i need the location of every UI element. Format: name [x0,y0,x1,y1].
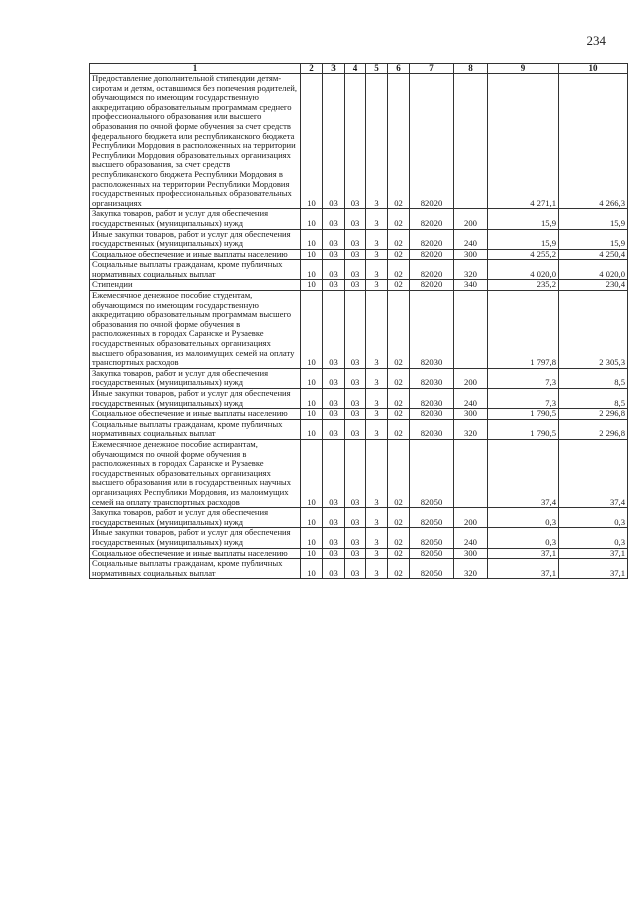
code-cell: 03 [323,74,345,209]
code-cell: 3 [366,280,388,291]
code-cell: 03 [345,74,366,209]
amount-cell: 7,3 [488,368,559,388]
code-cell: 82030 [410,389,454,409]
code-cell: 82030 [410,419,454,439]
amount-cell: 0,3 [488,508,559,528]
code-cell: 82030 [410,368,454,388]
table-row [90,368,628,388]
table-row [90,439,628,507]
row-description: Социальное обеспечение и иные выплаты населению [90,409,301,420]
amount-cell: 15,9 [559,229,628,249]
code-cell: 3 [366,209,388,229]
row-description: Иные закупки товаров, работ и услуг для обеспечения государственных (муниципальных) нужд [90,389,301,409]
header-row [90,64,628,74]
header-cell: 5 [366,64,388,74]
code-cell: 03 [345,291,366,369]
row-description: Закупка товаров, работ и услуг для обеспечения государственных (муниципальных) нужд [90,368,301,388]
code-cell: 240 [454,389,488,409]
code-cell: 200 [454,368,488,388]
amount-cell: 4 020,0 [559,260,628,280]
code-cell: 03 [323,439,345,507]
code-cell: 82050 [410,508,454,528]
code-cell [454,291,488,369]
code-cell: 10 [301,439,323,507]
code-cell: 82020 [410,260,454,280]
table-row [90,291,628,369]
amount-cell: 4 266,3 [559,74,628,209]
code-cell: 340 [454,280,488,291]
code-cell: 82020 [410,229,454,249]
code-cell [454,74,488,209]
amount-cell: 7,3 [488,389,559,409]
code-cell: 82020 [410,280,454,291]
header-cell: 9 [488,64,559,74]
code-cell: 3 [366,508,388,528]
code-cell: 02 [388,528,410,548]
table-body [90,74,628,579]
code-cell: 82020 [410,249,454,260]
code-cell: 03 [345,548,366,559]
amount-cell: 4 020,0 [488,260,559,280]
code-cell: 02 [388,409,410,420]
code-cell [454,439,488,507]
row-description: Стипендии [90,280,301,291]
code-cell: 03 [345,439,366,507]
code-cell: 02 [388,439,410,507]
code-cell: 10 [301,260,323,280]
code-cell: 02 [388,559,410,579]
code-cell: 03 [323,559,345,579]
code-cell: 02 [388,209,410,229]
header-cell: 4 [345,64,366,74]
code-cell: 03 [345,389,366,409]
row-description: Социальное обеспечение и иные выплаты населению [90,249,301,260]
amount-cell: 235,2 [488,280,559,291]
code-cell: 03 [345,260,366,280]
amount-cell: 15,9 [488,229,559,249]
code-cell: 200 [454,209,488,229]
amount-cell: 8,5 [559,368,628,388]
budget-table [89,63,628,579]
code-cell: 10 [301,209,323,229]
code-cell: 03 [345,409,366,420]
code-cell: 3 [366,439,388,507]
code-cell: 02 [388,249,410,260]
code-cell: 03 [323,409,345,420]
code-cell: 10 [301,419,323,439]
code-cell: 03 [345,419,366,439]
code-cell: 03 [323,508,345,528]
code-cell: 300 [454,548,488,559]
code-cell: 02 [388,291,410,369]
code-cell: 03 [323,229,345,249]
code-cell: 3 [366,291,388,369]
code-cell: 320 [454,419,488,439]
code-cell: 240 [454,528,488,548]
amount-cell: 37,1 [559,548,628,559]
code-cell: 10 [301,280,323,291]
table-row [90,74,628,209]
code-cell: 200 [454,508,488,528]
code-cell: 300 [454,409,488,420]
amount-cell: 4 255,2 [488,249,559,260]
code-cell: 3 [366,74,388,209]
row-description: Предоставление дополнительной стипендии детям-сиротам и детям, оставшимся без попечения родителей, обучающимся по имеющим государственную аккредитацию образовательным программам среднего профессионального образования или высшего образования по очной форме обучения за счет средств федерального бюджета или республиканского бюджета Республики Мордовия в расположенных на территории Республики Мордовия образовательных организациях высшего образования, за счет средств республиканского бюджета Республики Мордовия в расположенных на территории Республики Мордовия государственных профессиональных образовательных организациях [90,74,301,209]
code-cell: 03 [345,229,366,249]
table-row [90,528,628,548]
table-row [90,419,628,439]
code-cell: 10 [301,229,323,249]
code-cell: 300 [454,249,488,260]
code-cell: 03 [323,280,345,291]
code-cell: 02 [388,74,410,209]
amount-cell: 37,4 [559,439,628,507]
code-cell: 02 [388,389,410,409]
code-cell: 82050 [410,528,454,548]
amount-cell: 0,3 [488,528,559,548]
code-cell: 82050 [410,559,454,579]
row-description: Социальные выплаты гражданам, кроме публичных нормативных социальных выплат [90,260,301,280]
code-cell: 3 [366,260,388,280]
amount-cell: 4 271,1 [488,74,559,209]
code-cell: 03 [323,389,345,409]
amount-cell: 8,5 [559,389,628,409]
amount-cell: 37,1 [488,548,559,559]
code-cell: 03 [345,508,366,528]
amount-cell: 0,3 [559,528,628,548]
code-cell: 3 [366,229,388,249]
header-cell: 7 [410,64,454,74]
code-cell: 82030 [410,409,454,420]
code-cell: 3 [366,548,388,559]
code-cell: 10 [301,291,323,369]
table-row [90,389,628,409]
code-cell: 02 [388,508,410,528]
code-cell: 3 [366,419,388,439]
code-cell: 82030 [410,291,454,369]
code-cell: 02 [388,260,410,280]
code-cell: 03 [323,368,345,388]
code-cell: 03 [323,419,345,439]
table-row [90,409,628,420]
code-cell: 320 [454,260,488,280]
amount-cell: 1 790,5 [488,419,559,439]
header-cell: 8 [454,64,488,74]
code-cell: 02 [388,368,410,388]
code-cell: 320 [454,559,488,579]
code-cell: 3 [366,368,388,388]
amount-cell: 1 790,5 [488,409,559,420]
row-description: Социальные выплаты гражданам, кроме публичных нормативных социальных выплат [90,419,301,439]
code-cell: 10 [301,389,323,409]
header-cell: 1 [90,64,301,74]
amount-cell: 37,1 [559,559,628,579]
amount-cell: 1 797,8 [488,291,559,369]
page-number: 234 [586,33,606,48]
code-cell: 82050 [410,439,454,507]
code-cell: 240 [454,229,488,249]
amount-cell: 2 305,3 [559,291,628,369]
code-cell: 3 [366,389,388,409]
amount-cell: 15,9 [559,209,628,229]
row-description: Иные закупки товаров, работ и услуг для обеспечения государственных (муниципальных) нужд [90,229,301,249]
code-cell: 03 [323,209,345,229]
row-description: Закупка товаров, работ и услуг для обеспечения государственных (муниципальных) нужд [90,508,301,528]
amount-cell: 0,3 [559,508,628,528]
amount-cell: 2 296,8 [559,409,628,420]
code-cell: 02 [388,280,410,291]
amount-cell: 37,1 [488,559,559,579]
code-cell: 03 [345,249,366,260]
code-cell: 82050 [410,548,454,559]
code-cell: 3 [366,249,388,260]
row-description: Социальные выплаты гражданам, кроме публичных нормативных социальных выплат [90,559,301,579]
row-description: Ежемесячное денежное пособие аспирантам, обучающимся по очной форме обучения в расположенных в городах Саранске и Рузаевке государственных образовательных организациях высшего образования или в государственных научных организациях Республики Мордовия, из малоимущих семей на оплату транспортных расходов [90,439,301,507]
code-cell: 02 [388,229,410,249]
code-cell: 03 [345,559,366,579]
code-cell: 03 [323,260,345,280]
header-cell: 6 [388,64,410,74]
row-description: Закупка товаров, работ и услуг для обеспечения государственных (муниципальных) нужд [90,209,301,229]
code-cell: 03 [345,209,366,229]
table-row [90,249,628,260]
code-cell: 03 [345,368,366,388]
table-row [90,280,628,291]
code-cell: 3 [366,528,388,548]
amount-cell: 4 250,4 [559,249,628,260]
code-cell: 03 [323,528,345,548]
amount-cell: 37,4 [488,439,559,507]
header-cell: 3 [323,64,345,74]
table-row [90,229,628,249]
code-cell: 03 [323,291,345,369]
amount-cell: 230,4 [559,280,628,291]
code-cell: 3 [366,559,388,579]
code-cell: 10 [301,249,323,260]
code-cell: 10 [301,368,323,388]
header-cell: 2 [301,64,323,74]
row-description: Социальное обеспечение и иные выплаты населению [90,548,301,559]
code-cell: 10 [301,508,323,528]
code-cell: 03 [323,548,345,559]
table-row [90,508,628,528]
code-cell: 82020 [410,209,454,229]
code-cell: 10 [301,74,323,209]
code-cell: 10 [301,409,323,420]
table-row [90,548,628,559]
code-cell: 03 [345,528,366,548]
code-cell: 02 [388,548,410,559]
row-description: Ежемесячное денежное пособие студентам, обучающимся по имеющим государственную аккредитацию образовательным программам высшего образования по очной форме обучения в расположенных в городах Саранске и Рузаевке государственных образовательных организациях высшего образования, из малоимущих семей на оплату транспортных расходов [90,291,301,369]
row-description: Иные закупки товаров, работ и услуг для обеспечения государственных (муниципальных) нужд [90,528,301,548]
code-cell: 03 [345,280,366,291]
code-cell: 02 [388,419,410,439]
code-cell: 10 [301,548,323,559]
table-row [90,209,628,229]
table-row [90,559,628,579]
code-cell: 82020 [410,74,454,209]
amount-cell: 15,9 [488,209,559,229]
code-cell: 10 [301,559,323,579]
code-cell: 10 [301,528,323,548]
code-cell: 03 [323,249,345,260]
code-cell: 3 [366,409,388,420]
table-row [90,260,628,280]
header-cell: 10 [559,64,628,74]
amount-cell: 2 296,8 [559,419,628,439]
